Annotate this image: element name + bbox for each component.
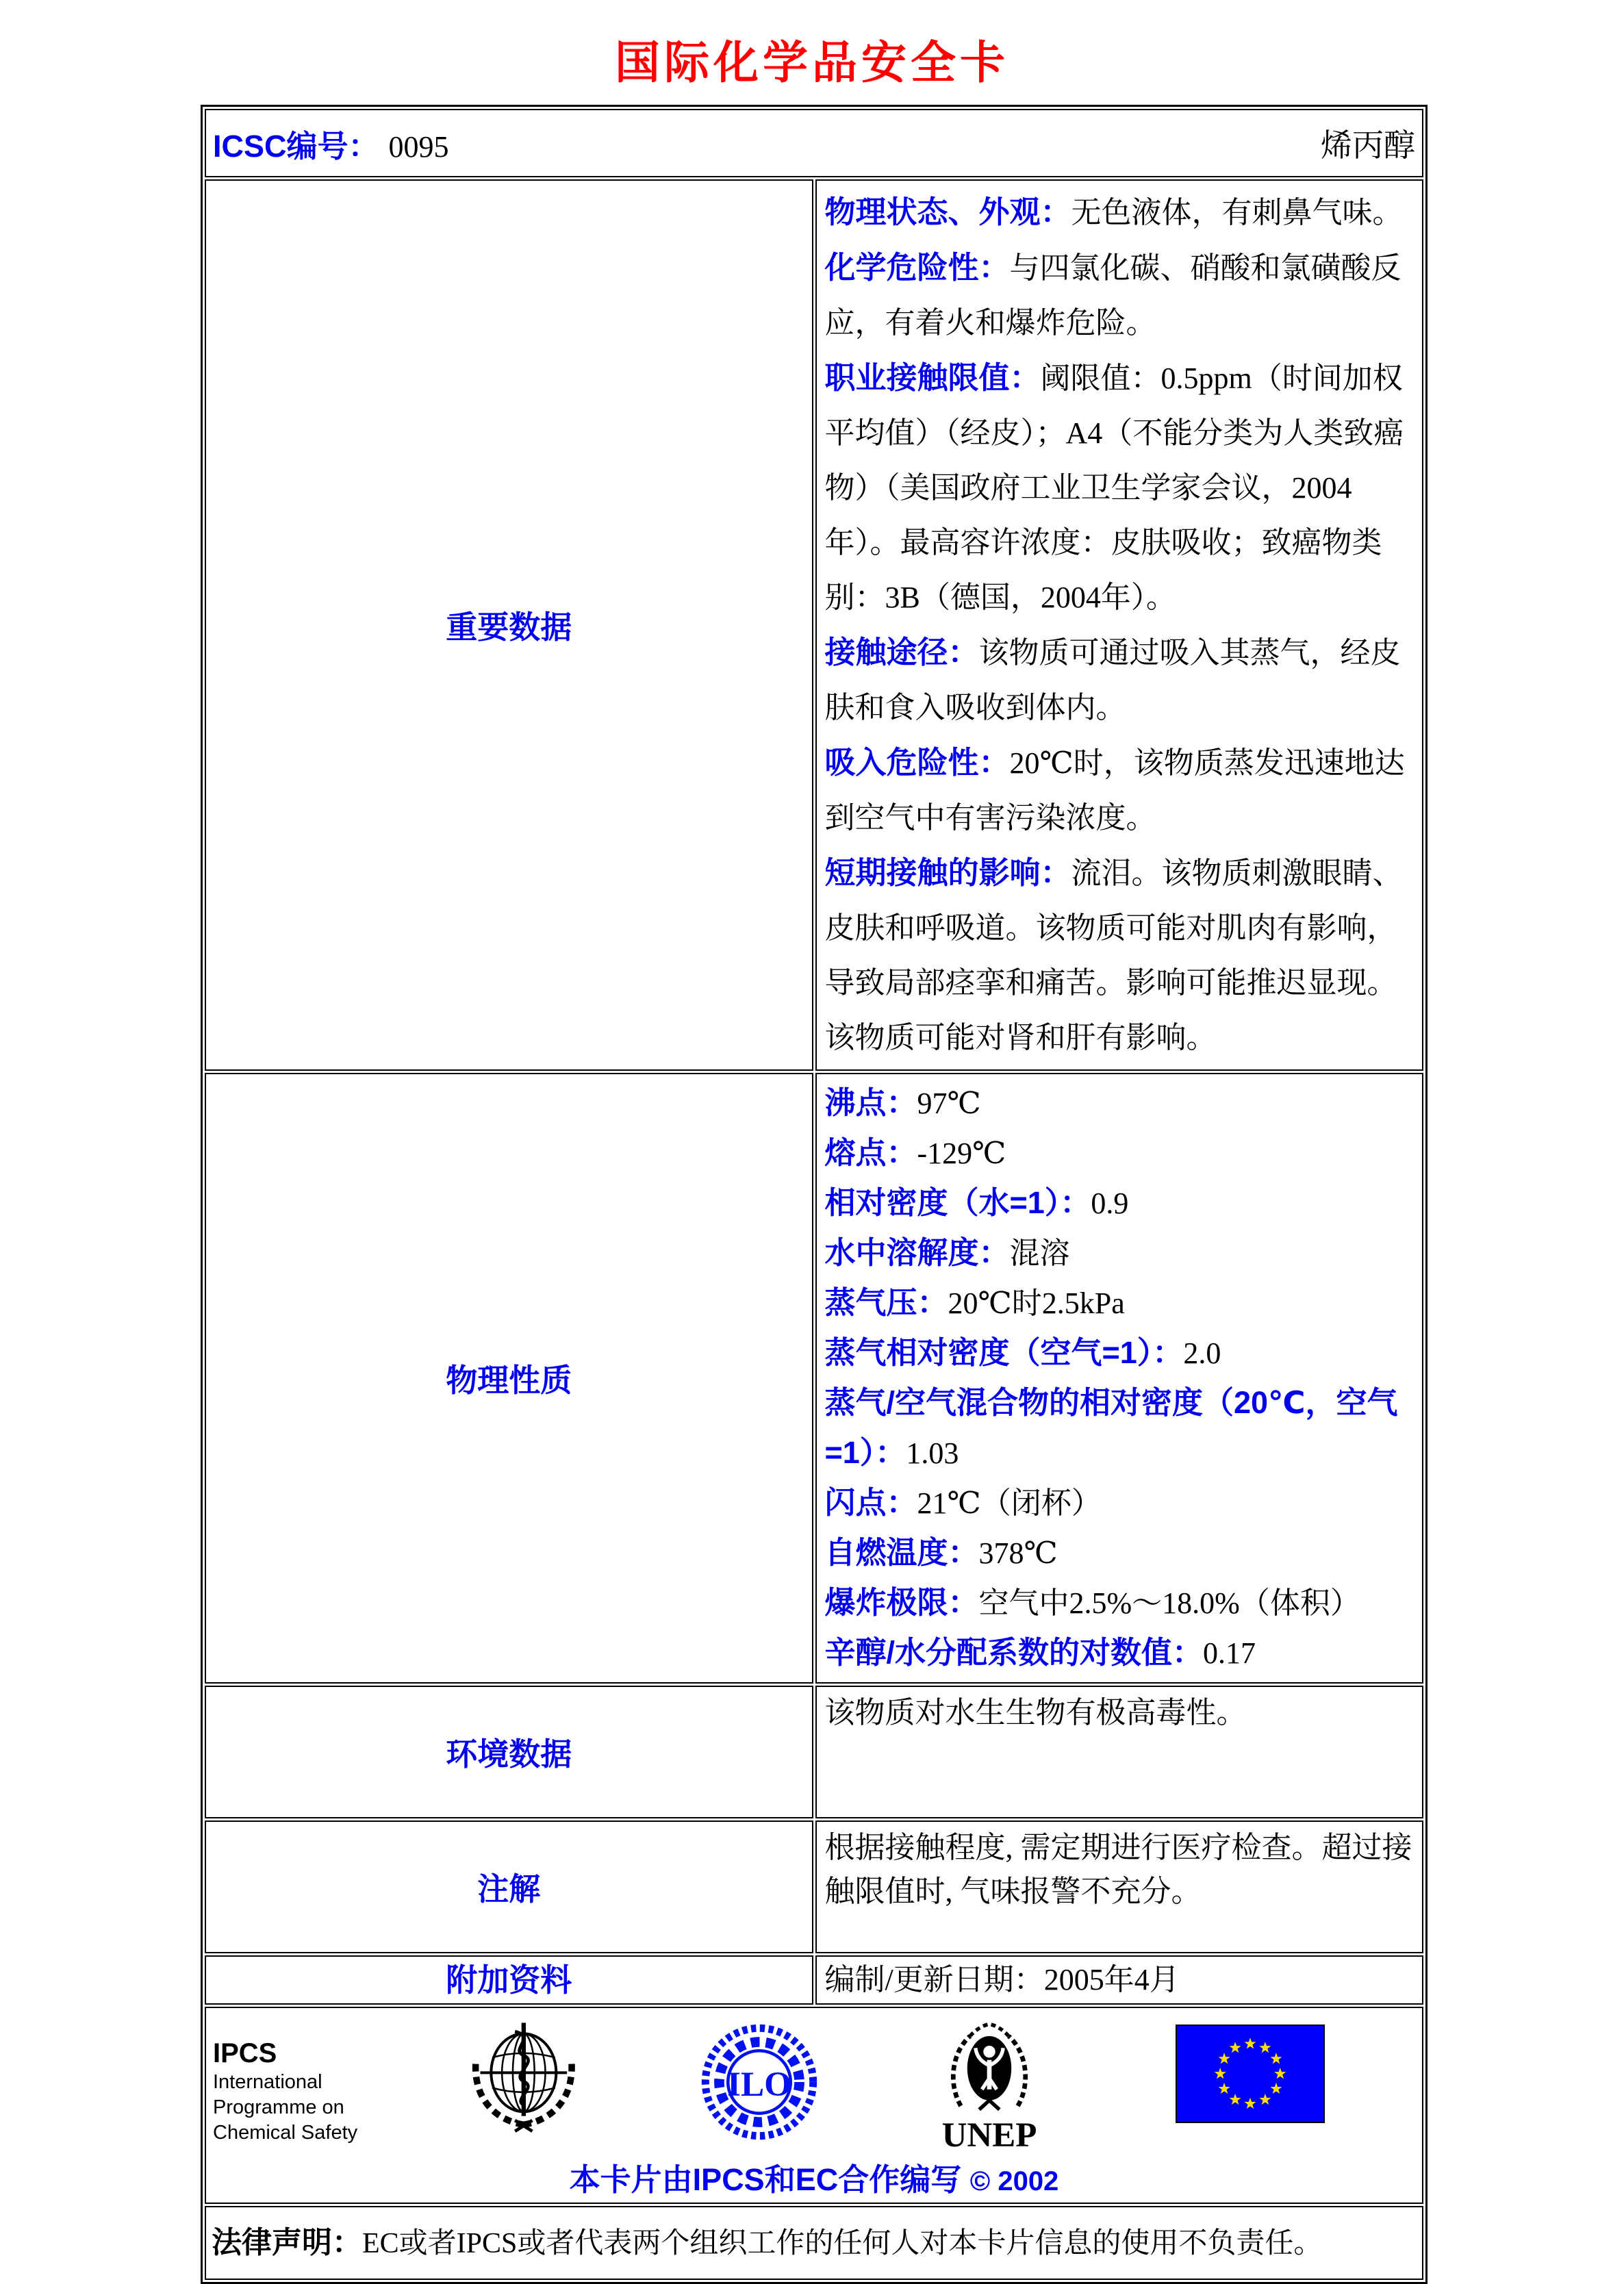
important-data-item — [825, 625, 1414, 735]
important-data-item — [825, 846, 1414, 1065]
unep-logo — [930, 2018, 1048, 2152]
icsc-header-row — [205, 109, 1423, 177]
item-label: 蒸气/空气混合物的相对密度（20℃，空气=1）： — [824, 1385, 1398, 1470]
item-text: 该物质可通过吸入其蒸气，经皮肤和食入吸收到体内。 — [824, 636, 1401, 724]
item-label: 水中溶解度： — [824, 1235, 1010, 1270]
physical-property-item — [825, 1578, 1414, 1628]
item-text: 无色液体，有刺鼻气味。 — [1071, 196, 1403, 229]
item-text: 2.0 — [1183, 1336, 1221, 1370]
item-text: 1.03 — [906, 1436, 959, 1470]
update-date-value: 2005年4月 — [1043, 1963, 1180, 1996]
ipcs-line: Chemical Safety — [213, 2122, 358, 2144]
physical-property-item — [825, 1478, 1414, 1528]
item-label: 自燃温度： — [824, 1535, 979, 1570]
additional-info-row — [205, 1955, 1423, 2005]
ipcs-text-block — [213, 2037, 357, 2146]
item-text: 20℃时，该物质蒸发迅速地达到空气中有害污染浓度。 — [824, 746, 1405, 835]
icsc-header-cell — [205, 109, 1423, 177]
item-label: 相对密度（水=1）： — [824, 1185, 1091, 1220]
copyright-text: © 2002 — [969, 2166, 1059, 2196]
item-label: 蒸气压： — [824, 1285, 948, 1320]
item-text: 21℃（闭杯） — [917, 1486, 1102, 1520]
item-label: 闪点： — [824, 1485, 917, 1520]
who-logo — [461, 2018, 591, 2145]
physical-property-item — [825, 1178, 1414, 1228]
important-data-content — [815, 179, 1424, 1071]
physical-property-item — [825, 1628, 1414, 1678]
logos-row — [205, 2007, 1423, 2204]
item-text: 378℃ — [978, 1536, 1058, 1570]
item-label: 蒸气相对密度（空气=1）： — [824, 1335, 1184, 1370]
physical-property-item — [825, 1128, 1414, 1178]
item-label: 沸点： — [824, 1085, 917, 1120]
item-text: 流泪。该物质刺激眼睛、皮肤和呼吸道。该物质可能对肌肉有影响，导致局部痉挛和痛苦。影响可能推迟显现。该物质可能对肾和肝有影响。 — [824, 856, 1403, 1054]
physical-properties-content — [815, 1073, 1424, 1684]
item-text: 空气中2.5%～18.0%（体积） — [978, 1586, 1360, 1620]
caption-text: 本卡片由IPCS和EC合作编写 — [569, 2162, 962, 2197]
cooperation-caption — [206, 2155, 1422, 2199]
physical-property-item — [825, 1378, 1414, 1478]
item-text: 20℃时2.5kPa — [948, 1286, 1125, 1320]
item-text: -129℃ — [917, 1137, 1006, 1170]
legal-notice — [205, 2206, 1423, 2280]
item-text: 0.9 — [1091, 1187, 1129, 1220]
icsc-number-value: 0095 — [388, 129, 449, 164]
ilo-logo — [696, 2023, 822, 2141]
item-label: 物理状态、外观： — [824, 194, 1071, 229]
logos-cell — [205, 2007, 1423, 2204]
physical-property-item — [825, 1078, 1414, 1128]
environmental-data-content: 该物质对水生生物有极高毒性。 — [815, 1686, 1424, 1818]
ipcs-line: Programme on — [213, 2096, 344, 2118]
legal-row — [205, 2206, 1423, 2280]
item-text: 0.17 — [1203, 1636, 1256, 1670]
icsc-number-label: ICSC编号： — [213, 128, 379, 164]
item-text: 阈限值：0.5ppm（时间加权平均值）（经皮）；A4（不能分类为人类致癌物）（美国政府工业卫生学家会议，2004年）。最高容许浓度：皮肤吸收；致癌物类别：3B（德国，2004年）。 — [824, 361, 1404, 614]
physical-properties-section-label: 物理性质 — [205, 1073, 813, 1684]
page-title: 国际化学品安全卡 — [615, 36, 1009, 89]
ipcs-line: International — [213, 2071, 322, 2093]
ilo-logo-text: ILO — [727, 2065, 791, 2105]
notes-section-label: 注解 — [205, 1820, 813, 1953]
physical-property-item — [825, 1228, 1414, 1278]
important-data-item — [825, 185, 1414, 240]
item-label: 爆炸极限： — [824, 1585, 979, 1620]
item-text: 与四氯化碳、硝酸和氯磺酸反应，有着火和爆炸危险。 — [824, 251, 1401, 340]
environmental-data-row — [205, 1686, 1423, 1818]
additional-info-content — [815, 1955, 1424, 2005]
item-label: 辛醇/水分配系数的对数值： — [824, 1635, 1204, 1670]
item-label: 吸入危险性： — [824, 745, 1010, 780]
legal-notice-text: EC或者IPCS或者代表两个组织工作的任何人对本卡片信息的使用不负责任。 — [362, 2227, 1323, 2259]
notes-row — [205, 1820, 1423, 1953]
additional-info-section-label: 附加资料 — [205, 1955, 813, 2005]
item-label: 熔点： — [824, 1135, 917, 1170]
important-data-section-label: 重要数据 — [205, 179, 813, 1071]
eu-flag-icon — [1176, 2025, 1325, 2123]
notes-content: 根据接触程度, 需定期进行医疗检查。超过接触限值时, 气味报警不充分。 — [815, 1820, 1424, 1953]
important-data-item — [825, 240, 1414, 351]
item-text: 混溶 — [1009, 1236, 1070, 1270]
important-data-item — [825, 351, 1414, 625]
update-date-label: 编制/更新日期： — [824, 1963, 1044, 1996]
important-data-row — [205, 179, 1423, 1071]
icsc-card-table — [201, 105, 1428, 2284]
item-label: 化学危险性： — [824, 250, 1010, 285]
item-label: 职业接触限值： — [824, 360, 1041, 395]
item-label: 短期接触的影响： — [824, 855, 1071, 890]
ipcs-acronym: IPCS — [213, 2038, 277, 2068]
legal-notice-label: 法律声明： — [212, 2225, 362, 2259]
chemical-name: 烯丙醇 — [1321, 128, 1415, 163]
physical-property-item — [825, 1278, 1414, 1328]
unep-logo-text: UNEP — [941, 2116, 1037, 2152]
icsc-number-group — [213, 121, 449, 166]
physical-property-item — [825, 1528, 1414, 1578]
environmental-data-section-label: 环境数据 — [205, 1686, 813, 1818]
item-label: 接触途径： — [824, 635, 979, 670]
physical-properties-row — [205, 1073, 1423, 1684]
item-text: 97℃ — [917, 1087, 981, 1120]
physical-property-item — [825, 1328, 1414, 1378]
important-data-item — [825, 735, 1414, 846]
